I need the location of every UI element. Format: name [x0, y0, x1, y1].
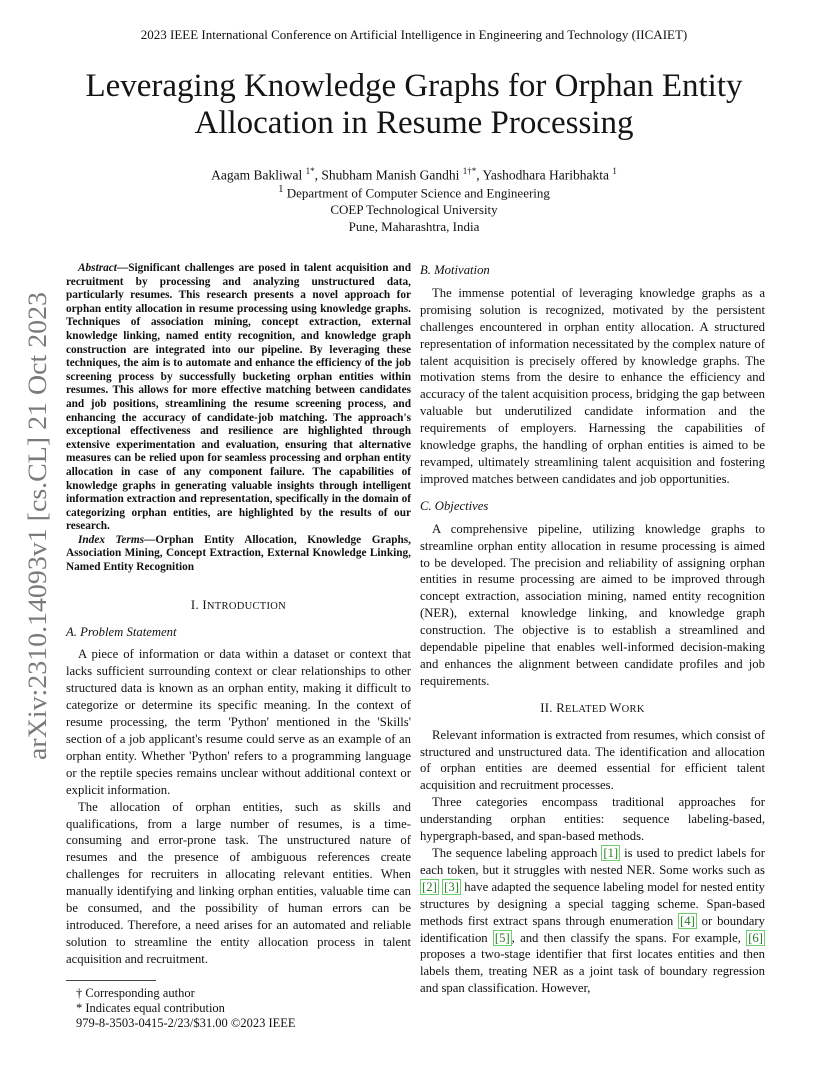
index-terms-text: Orphan Entity Allocation, Knowledge Graphs, Association Mining, Concept Extraction, External Knowledge Linking, Named Entity Recognition [66, 533, 411, 574]
footnote-rule [66, 980, 156, 981]
subsection-heading-objectives: C. Objectives [420, 498, 489, 513]
paper-title [60, 68, 768, 142]
author-affil-mark: 1* [305, 166, 315, 176]
citation-link[interactable]: [3] [444, 879, 459, 894]
paragraph: A piece of information or data within a dataset or context that lacks sufficient surrounding context or clear relationships to other structured data is known as an orphan entity, making it difficult to categorize or determine its specific meaning. In the context of resume processing, the term 'Python' mentioned in the 'Skills' section of a job applicant's resume could serve as an example of an orphan entity. Whether 'Python' refers to a programming language or the reptile species remains unclear without additional context or explicit information. [66, 647, 411, 797]
paragraph: The allocation of orphan entities, such as skills and qualifications, from a large number of resumes, is a time-consuming and error-prone task. The unstructured nature of resumes and the presence of ambiguous references create challenges for recruiters in allocating relevant entities. When manually identifying and linking orphan entities, valuable time can be consumed, and the possibility of human errors can be introduced. Therefore, a need arises for an automated and reliable solution to streamline the entity allocation process in talent acquisition and recruitment. [66, 799, 411, 966]
subsection-heading-problem-statement: A. Problem Statement [66, 624, 177, 639]
abstract: Abstract—Significant challenges are posed in talent acquisition and recruitment by processing and analyzing unstructured data, particularly resumes. This research presents a novel approach for orphan entity allocation in resume processing using knowledge graphs. Techniques of association mining, concept extraction, external knowledge linking, named entity recognition, and knowledge graph construction are integrated into our pipeline. By leveraging these techniques, the aim is to automate and enhance the efficiency of the job screening process by successfully bucketing orphan entities within resumes. This allows for more effective matching between candidates and job positions, streamlining the resume screening process, and enhancing the accuracy of candidate-job matching. The approach's exceptional effectiveness and resilience are highlighted through extensive experimentation and evaluation, ensuring that alternative measures can be relied upon for seamless processing and orphan entity allocation in case of any component failure. The capabilities of knowledge graphs in generating valuable insights through intelligent information extraction and representation, specifically in the domain of categorizing orphan entities, are highlighted by the results of our research. [66, 262, 411, 533]
conference-header: 2023 IEEE International Conference on Artificial Intelligence in Engineering and Technology (IICAIET) [140, 27, 688, 42]
affil-university: COEP Technological University [330, 202, 498, 218]
citation-link[interactable]: [2] [422, 879, 437, 894]
affil-mark: 1 [278, 183, 284, 195]
author-name: Shubham Manish Gandhi [321, 167, 460, 183]
citation-link[interactable]: [4] [680, 913, 695, 928]
right-column [420, 262, 765, 997]
citation-link[interactable]: [6] [748, 930, 763, 945]
footnote-equal: * Indicates equal contribution [76, 1001, 225, 1015]
abstract-label: Abstract [78, 262, 117, 274]
index-terms-label: Index Terms [78, 533, 145, 546]
abstract-text: Significant challenges are posed in talent acquisition and recruitment by processing and analyzing unstructured data, particularly resumes. This research presents a novel approach for orphan entity allocation in resume processing using knowledge graphs. Techniques of association mining, concept extraction, external knowledge linking, named entity recognition, and knowledge graph construction are integrated into our pipeline. By leveraging these techniques, the aim is to automate and enhance the efficiency of the job screening process by successfully bucketing orphan entities within resumes. This allows for more effective matching between candidates and job positions, streamlining the resume screening process, and enhancing the accuracy of candidate-job matching. The approach's exceptional effectiveness and resilience are highlighted through extensive experimentation and evaluation, ensuring that alternative measures can be relied upon for seamless processing and orphan entity allocation in case of any component failure. The capabilities of knowledge graphs in generating valuable insights through intelligent information extraction and representation, specifically in the domain of categorizing orphan entities, are highlighted by the results of our research. [66, 262, 411, 533]
author-affil-mark: 1 [612, 166, 617, 176]
paragraph: Relevant information is extracted from resumes, which consist of structured and unstructured data. The identification and allocation of orphan entities are deemed essential for efficient talent acquisition and recruitment processes. [420, 727, 765, 793]
author-name: Aagam Bakliwal [211, 167, 303, 183]
title-line-1: Leveraging Knowledge Graphs for Orphan Entity [85, 68, 743, 104]
citation-link[interactable]: [5] [494, 930, 510, 945]
author-affil-mark: 1†* [462, 166, 477, 176]
paragraph: Three categories encompass traditional approaches for understanding orphan entities: sequence labeling-based, hypergraph-based, and span-based methods. [420, 795, 765, 844]
affil-location: Pune, Maharashtra, India [348, 219, 480, 235]
index-terms: Index Terms—Orphan Entity Allocation, Knowledge Graphs, Association Mining, Concept Extraction, External Knowledge Linking, Named Entity Recognition [66, 533, 411, 574]
paragraph: A comprehensive pipeline, utilizing knowledge graphs to streamline orphan entity allocation in resume processing is aimed to be developed. The precision and reliability of assigning orphan entities in resume processing are aimed to be improved through concept extraction, association mining, named entity recognition (NER), external knowledge linking, and knowledge graph construction. The objective is to establish a streamlined and dependable pipeline that enables well-informed decision-making and enhances the alignment between candidate profiles and job requirements. [420, 521, 765, 688]
affil-department: Department of Computer Science and Engineering [286, 185, 550, 201]
left-column [66, 262, 411, 968]
footnote-corresponding: † Corresponding author [76, 986, 195, 1000]
paragraph: The immense potential of leveraging knowledge graphs as a promising solution is recognized, motivated by the persistent challenges encountered in orphan entity allocation. A structured representation of information necessitated by the complex nature of talent acquisition is precisely offered by knowledge graphs. The motivation stems from the desire to enhance the efficiency and accuracy of the talent acquisition process, bridging the gap between valuable but underutilized candidate information and the requirements of employers. Harnessing the capabilities of knowledge graphs, the handling of orphan entities is aimed to be revamped, ultimately streamlining talent acquisition and fostering improved matches between candidates and job opportunities. [420, 285, 765, 486]
citation-link[interactable]: [1] [603, 846, 619, 860]
author-list: Aagam Bakliwal $^{1*}$, Shubham Manish Gandhi $^{1\dagger*}$, Yashodhara Haribhakta $^1$ [211, 166, 617, 183]
footnote-copyright: 979-8-3503-0415-2/23/$31.00 ©2023 IEEE [76, 1016, 296, 1030]
subsection-heading-motivation: B. Motivation [420, 263, 490, 277]
arxiv-id-text: arXiv:2310.14093v1 [cs.CL] 21 Oct 2023 [23, 323, 52, 760]
arxiv-sidebar-id[interactable] [14, 290, 58, 760]
affiliation [0, 181, 828, 235]
title-line-2: Allocation in Resume Processing [194, 105, 634, 141]
section-heading-introduction: I. INTRODUCTION [190, 597, 287, 612]
arxiv-id-graphic [14, 290, 58, 760]
section-heading-related-work: II. RELATED WORK [540, 700, 645, 715]
author-name: Yashodhara Haribhakta [482, 167, 609, 183]
footnotes [66, 980, 411, 1031]
paragraph: The sequence labeling approach [1] is used to predict labels for each token, but it struggles with nested NER. Some works such as [2] [3] have adapted the sequence labeling model for nested entity structures by designing a special tagging scheme. Span-based methods first extract spans through enumeration [4] or boundary identification [5] , and then classify the spans. For example, [6] proposes a two-stage identifier that first locates entities and then labels them, treating NER as a joint task of boundary regression and span classification. However, [420, 846, 766, 996]
